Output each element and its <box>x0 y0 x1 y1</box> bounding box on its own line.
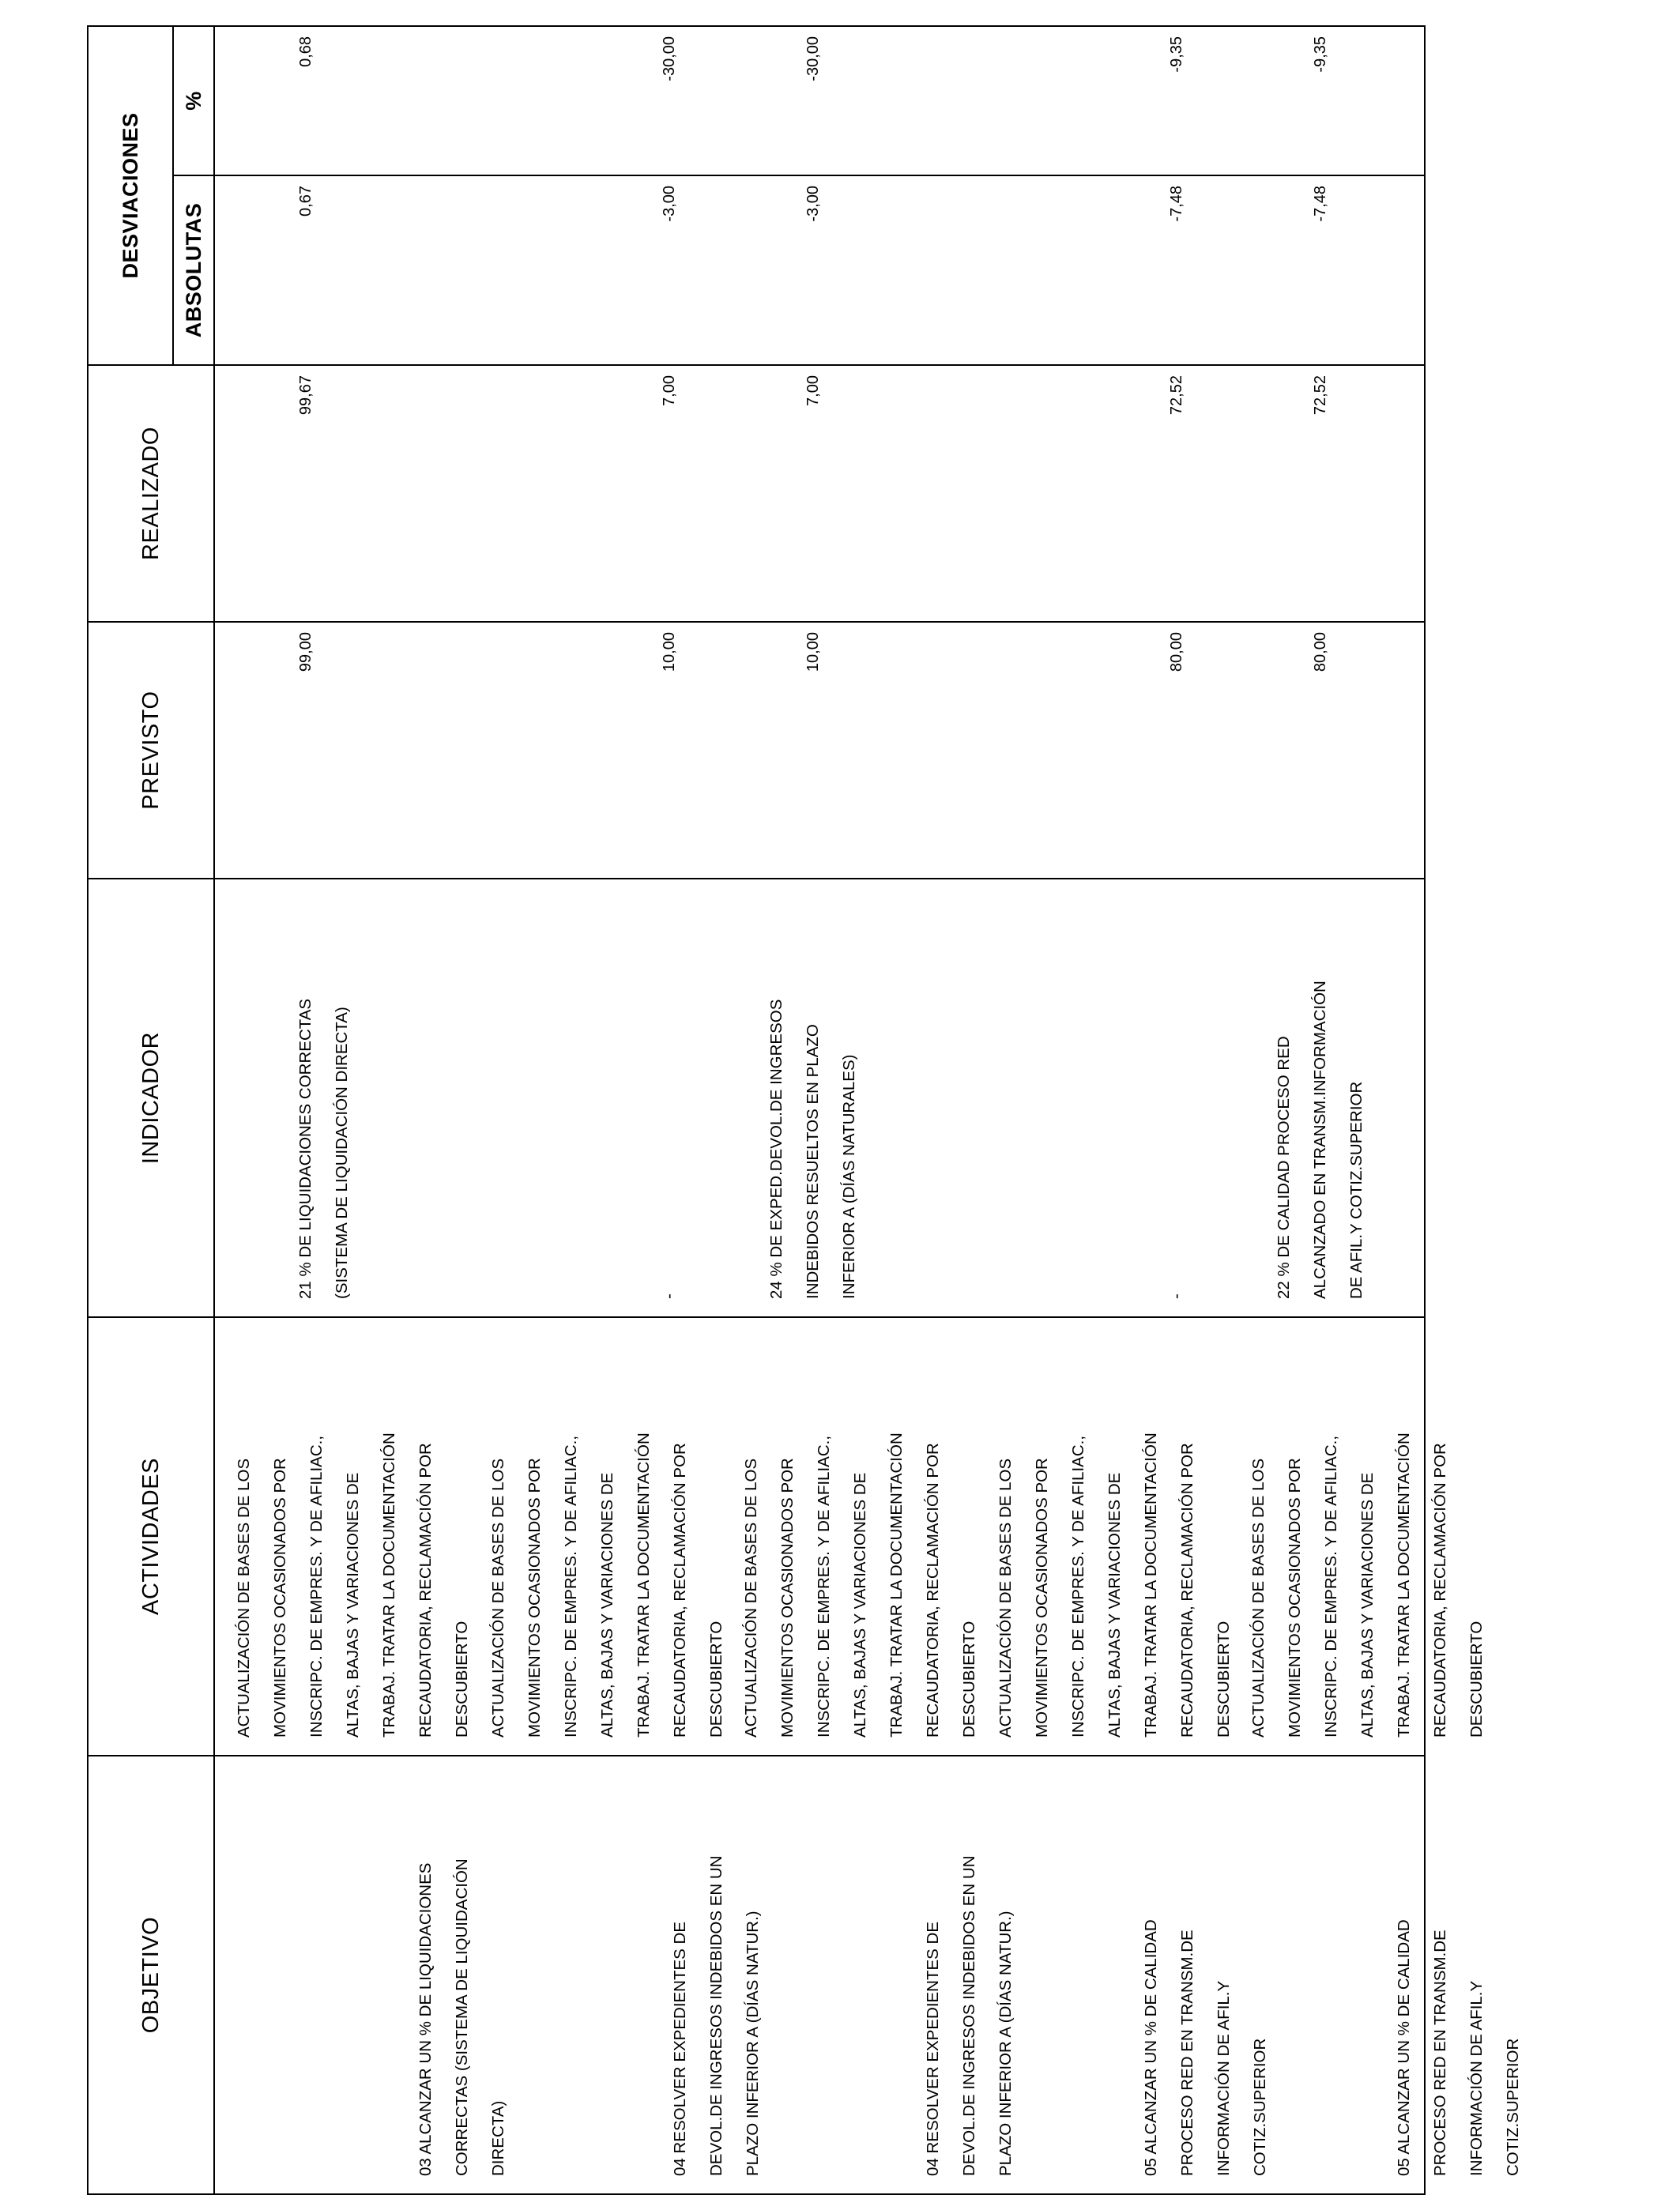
realizado-value: 72,52 <box>1312 375 1329 416</box>
actividades-line: ACTUALIZACIÓN DE BASES DE LOS <box>996 1458 1015 1738</box>
indicador-line: ALCANZADO EN TRANSM.INFORMACIÓN <box>1311 981 1329 1299</box>
header-row <box>88 26 173 2194</box>
actividades-line: TRABAJ. TRATAR LA DOCUMENTACIÓN <box>1142 1433 1160 1738</box>
rotated-page <box>87 27 1522 2195</box>
actividades-line: TRABAJ. TRATAR LA DOCUMENTACIÓN <box>380 1433 398 1738</box>
pct-value: 0,68 <box>297 36 315 67</box>
actividades-line: TRABAJ. TRATAR LA DOCUMENTACIÓN <box>635 1433 653 1738</box>
objetivo-line: 05 ALCANZAR UN % DE CALIDAD <box>1142 1919 1160 2176</box>
actividades-line: INSCRIPC. DE EMPRES. Y DE AFILIAC., <box>1069 1435 1087 1738</box>
actividades-line: MOVIMIENTOS OCASIONADOS POR <box>525 1458 544 1738</box>
actividades-line: ALTAS, BAJAS Y VARIACIONES DE <box>598 1472 616 1738</box>
actividades-line: MOVIMIENTOS OCASIONADOS POR <box>271 1458 289 1738</box>
indicador-line: INDEBIDOS RESUELTOS EN PLAZO <box>804 1024 822 1299</box>
realizado-cell <box>214 365 1425 622</box>
absolutas-cell <box>214 175 1425 365</box>
actividades-line: MOVIMIENTOS OCASIONADOS POR <box>1286 1458 1304 1738</box>
actividades-line: TRABAJ. TRATAR LA DOCUMENTACIÓN <box>887 1433 906 1738</box>
table-body-row <box>214 26 1425 2194</box>
objetivo-line: INFORMACIÓN DE AFIL.Y <box>1467 1980 1486 2176</box>
objetivo-cell <box>214 1756 1522 2194</box>
pct-value: -9,35 <box>1312 36 1329 73</box>
actividades-line: INSCRIPC. DE EMPRES. Y DE AFILIAC., <box>815 1435 833 1738</box>
actividades-line: ALTAS, BAJAS Y VARIACIONES DE <box>1106 1472 1124 1738</box>
absolutas-value: 0,67 <box>297 186 315 216</box>
objetivo-line: PLAZO INFERIOR A (DÍAS NATUR.) <box>996 1911 1015 2176</box>
objetivo-line: COTIZ.SUPERIOR <box>1251 2038 1269 2176</box>
previsto-value: 10,00 <box>804 632 822 672</box>
actividades-line: INSCRIPC. DE EMPRES. Y DE AFILIAC., <box>562 1435 580 1738</box>
absolutas-value: -7,48 <box>1168 186 1185 222</box>
actividades-line: TRABAJ. TRATAR LA DOCUMENTACIÓN <box>1395 1433 1413 1738</box>
objetivo-line: CORRECTAS (SISTEMA DE LIQUIDACIÓN <box>453 1858 471 2176</box>
actividades-cell <box>214 1317 1486 1756</box>
objetivo-line: 05 ALCANZAR UN % DE CALIDAD <box>1395 1919 1413 2176</box>
actividades-line: ALTAS, BAJAS Y VARIACIONES DE <box>851 1472 869 1738</box>
header-objetivo: OBJETIVO <box>88 1756 214 2194</box>
indicador-cell <box>214 879 1425 1317</box>
previsto-value: 10,00 <box>661 632 678 672</box>
actividades-line: DESCUBIERTO <box>707 1621 725 1738</box>
actividades-line: DESCUBIERTO <box>1215 1621 1233 1738</box>
header-indicador: INDICADOR <box>88 879 214 1317</box>
pct-value: -30,00 <box>661 36 678 81</box>
objetivo-line: INFORMACIÓN DE AFIL.Y <box>1215 1980 1233 2176</box>
previsto-value: 80,00 <box>1312 632 1329 672</box>
previsto-value: 80,00 <box>1168 632 1185 672</box>
header-realizado: REALIZADO <box>88 365 214 622</box>
actividades-line: MOVIMIENTOS OCASIONADOS POR <box>1033 1458 1051 1738</box>
objetivo-line: 04 RESOLVER EXPEDIENTES DE <box>671 1921 689 2176</box>
indicador-line: DE AFIL.Y COTIZ.SUPERIOR <box>1347 1081 1365 1299</box>
absolutas-value: -3,00 <box>804 186 822 222</box>
objetivo-line: COTIZ.SUPERIOR <box>1504 2038 1522 2176</box>
objetivo-line: PROCESO RED EN TRANSM.DE <box>1431 1930 1449 2176</box>
actividades-line: ACTUALIZACIÓN DE BASES DE LOS <box>1249 1458 1268 1738</box>
objetivo-line: DEVOL.DE INGRESOS INDEBIDOS EN UN <box>707 1855 725 2176</box>
actividades-line: MOVIMIENTOS OCASIONADOS POR <box>778 1458 797 1738</box>
actividades-line: RECAUDATORIA, RECLAMACIÓN POR <box>1431 1443 1449 1738</box>
realizado-value: 72,52 <box>1168 375 1185 416</box>
pct-value: -9,35 <box>1168 36 1185 73</box>
indicador-line: 21 % DE LIQUIDACIONES CORRECTAS <box>296 998 315 1299</box>
header-pct: % <box>173 26 214 175</box>
actividades-line: RECAUDATORIA, RECLAMACIÓN POR <box>1178 1443 1196 1738</box>
header-previsto: PREVISTO <box>88 622 214 879</box>
absolutas-value: -7,48 <box>1312 186 1329 222</box>
previsto-cell <box>214 622 1425 879</box>
actividades-line: INSCRIPC. DE EMPRES. Y DE AFILIAC., <box>307 1435 326 1738</box>
pct-value: -30,00 <box>804 36 822 81</box>
realizado-value: 99,67 <box>297 375 315 416</box>
actividades-line: ACTUALIZACIÓN DE BASES DE LOS <box>235 1458 253 1738</box>
actividades-line: ACTUALIZACIÓN DE BASES DE LOS <box>489 1458 507 1738</box>
actividades-line: ACTUALIZACIÓN DE BASES DE LOS <box>742 1458 760 1738</box>
indicador-line: (SISTEMA DE LIQUIDACIÓN DIRECTA) <box>333 1007 351 1299</box>
actividades-line: RECAUDATORIA, RECLAMACIÓN POR <box>671 1443 689 1738</box>
objetivo-line: DIRECTA) <box>489 2100 507 2176</box>
indicador-line: - <box>660 1293 678 1299</box>
objetivo-line: PROCESO RED EN TRANSM.DE <box>1178 1930 1196 2176</box>
objetivo-line: 03 ALCANZAR UN % DE LIQUIDACIONES <box>416 1862 435 2176</box>
actividades-line: DESCUBIERTO <box>1467 1621 1486 1738</box>
actividades-line: ALTAS, BAJAS Y VARIACIONES DE <box>1358 1472 1377 1738</box>
indicador-line: 22 % DE CALIDAD PROCESO RED <box>1275 1036 1293 1299</box>
objetivo-line: 04 RESOLVER EXPEDIENTES DE <box>924 1921 942 2176</box>
actividades-line: ALTAS, BAJAS Y VARIACIONES DE <box>344 1472 362 1738</box>
realizado-value: 7,00 <box>804 375 822 406</box>
objetivo-line: PLAZO INFERIOR A (DÍAS NATUR.) <box>744 1911 762 2176</box>
indicador-line: - <box>1167 1293 1185 1299</box>
actividades-line: DESCUBIERTO <box>453 1621 471 1738</box>
absolutas-value: -3,00 <box>661 186 678 222</box>
header-actividades: ACTIVIDADES <box>88 1317 214 1756</box>
header-desviaciones: DESVIACIONES <box>88 26 173 365</box>
actividades-line: RECAUDATORIA, RECLAMACIÓN POR <box>924 1443 942 1738</box>
actividades-line: RECAUDATORIA, RECLAMACIÓN POR <box>416 1443 435 1738</box>
previsto-value: 99,00 <box>297 632 315 672</box>
pct-cell <box>214 26 1425 175</box>
indicador-line: INFERIOR A (DÍAS NATURALES) <box>840 1054 858 1299</box>
realizado-value: 7,00 <box>661 375 678 406</box>
actividades-line: DESCUBIERTO <box>960 1621 978 1738</box>
objectives-table <box>87 25 1522 2195</box>
indicador-line: 24 % DE EXPED.DEVOL.DE INGRESOS <box>767 999 785 1299</box>
actividades-line: INSCRIPC. DE EMPRES. Y DE AFILIAC., <box>1322 1435 1340 1738</box>
header-absolutas: ABSOLUTAS <box>173 175 214 365</box>
objetivo-line: DEVOL.DE INGRESOS INDEBIDOS EN UN <box>960 1855 978 2176</box>
